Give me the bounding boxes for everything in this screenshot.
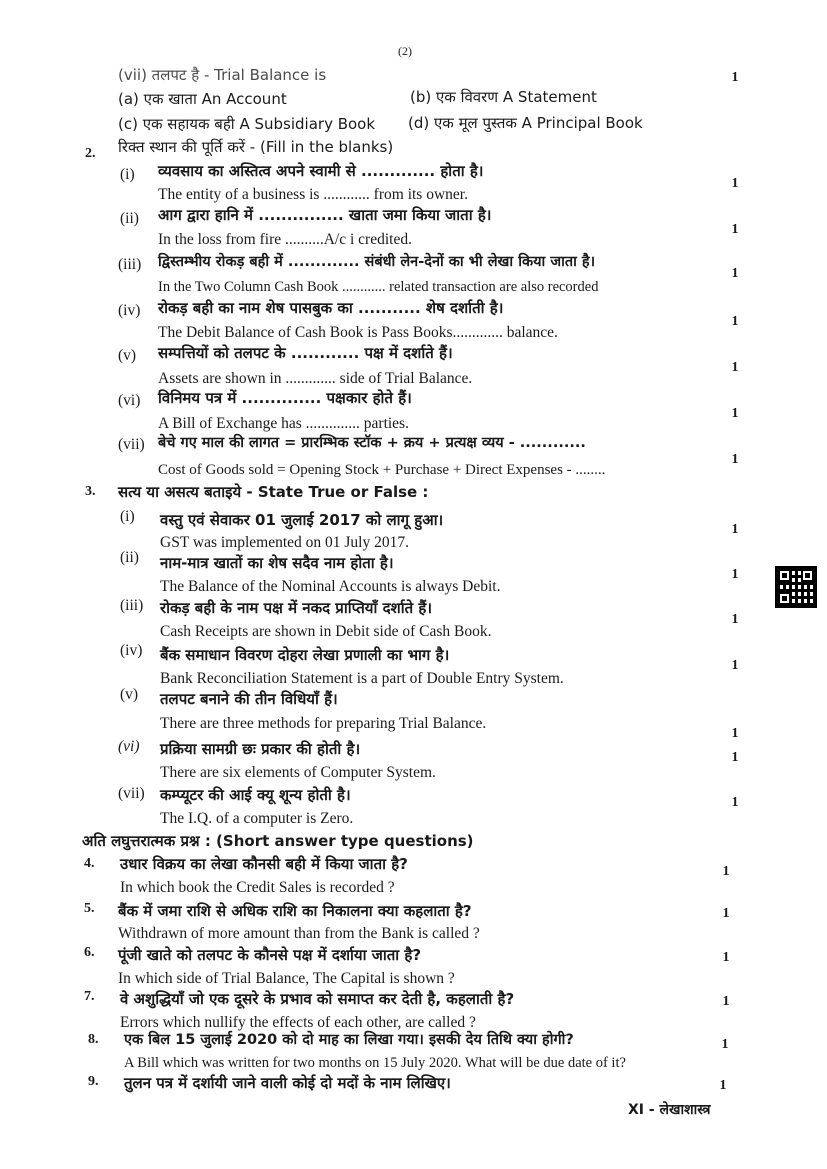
marks: 1: [719, 1078, 727, 1093]
footer-subject: XI - लेखाशास्त्र: [628, 1102, 711, 1118]
item-hindi: सम्पत्तियों को तलपट के ............ पक्ष में दर्शाते हैं।: [158, 344, 453, 362]
item-hindi: द्विस्तम्भीय रोकड़ बही में ............. संबंधी लेन-देनों का भी लेखा किया जाता है।: [158, 254, 596, 270]
item-index: (ii): [120, 210, 139, 227]
question-hindi: बैंक में जमा राशि से अधिक राशि का निकालना क्या कहलाता है?: [118, 902, 472, 920]
item-english: There are three methods for preparing Trial Balance.: [160, 715, 487, 732]
marks: 1: [731, 406, 739, 421]
item-english: Cost of Goods sold = Opening Stock + Purchase + Direct Expenses - ........: [158, 462, 606, 478]
item-index: (i): [120, 166, 135, 183]
item-english: The Debit Balance of Cash Book is Pass Books............. balance.: [158, 324, 558, 341]
question-english: In which side of Trial Balance, The Capital is shown ?: [118, 970, 455, 987]
question-number: 8.: [88, 1032, 99, 1047]
question-number: 4.: [84, 856, 95, 871]
item-english: The I.Q. of a computer is Zero.: [160, 810, 354, 827]
question-number: 7.: [84, 989, 95, 1004]
marks: 1: [722, 950, 730, 965]
question-number: 9.: [88, 1074, 99, 1089]
item-english: There are six elements of Computer System.: [160, 764, 436, 781]
q1-option-a: (a) एक खाता An Account: [118, 90, 287, 108]
q2-heading: रिक्त स्थान की पूर्ति करें - (Fill in the blanks): [118, 138, 394, 156]
q2-number: 2.: [85, 146, 96, 161]
item-english: GST was implemented on 01 July 2017.: [160, 534, 409, 551]
marks: 1: [731, 266, 739, 281]
item-index: (iii): [120, 597, 144, 614]
q1-vii-stem: (vii) तलपट है - Trial Balance is: [118, 66, 327, 84]
marks: 1: [731, 795, 739, 810]
question-hindi: पूंजी खाते को तलपट के कौनसे पक्ष में दर्शाया जाता है?: [118, 946, 422, 964]
item-hindi: वस्तु एवं सेवाकर 01 जुलाई 2017 को लागू हुआ।: [160, 511, 444, 529]
marks: 1: [731, 360, 739, 375]
item-index: (iii): [118, 256, 142, 273]
item-index: (vi): [118, 738, 140, 755]
marks: 1: [731, 314, 739, 329]
marks: 1: [722, 994, 730, 1009]
item-hindi: तलपट बनाने की तीन विधियाँ हैं।: [160, 690, 338, 708]
q1-option-c: (c) एक सहायक बही A Subsidiary Book: [118, 115, 376, 133]
item-english: Bank Reconciliation Statement is a part of Double Entry System.: [160, 670, 564, 687]
item-index: (iv): [118, 302, 141, 319]
item-english: The entity of a business is ............ from its owner.: [158, 186, 468, 203]
question-english: Errors which nullify the effects of each other, are called ?: [120, 1014, 476, 1031]
item-index: (v): [118, 347, 137, 364]
qr-code-icon: [775, 566, 817, 608]
item-hindi: प्रक्रिया सामग्री छः प्रकार की होती है।: [160, 740, 361, 758]
item-english: In the loss from fire ..........A/c i credited.: [158, 231, 412, 248]
item-english: The Balance of the Nominal Accounts is always Debit.: [160, 578, 501, 595]
item-hindi: रोकड़ बही के नाम पक्ष में नकद प्राप्तियाँ दर्शाते हैं।: [160, 599, 433, 617]
item-hindi: व्यवसाय का अस्तित्व अपने स्वामी से ............. होता है।: [158, 162, 484, 180]
q3-number: 3.: [85, 484, 96, 499]
question-hindi: वे अशुद्धियाँ जो एक दूसरे के प्रभाव को समाप्त कर देती है, कहलाती है?: [120, 990, 515, 1008]
item-hindi: कम्प्यूटर की आई क्यू शून्य होती है।: [160, 786, 351, 804]
item-index: (vi): [118, 392, 141, 409]
marks: 1: [731, 522, 739, 537]
marks: 1: [731, 176, 739, 191]
q3-heading: सत्य या असत्य बताइये - State True or False :: [118, 483, 429, 501]
item-hindi: बैंक समाधान विवरण दोहरा लेखा प्रणाली का भाग है।: [160, 646, 450, 664]
item-hindi: बेचे गए माल की लागत = प्रारम्भिक स्टॉक + क्रय + प्रत्यक्ष व्यय - ............: [158, 435, 586, 451]
marks: 1: [731, 452, 739, 467]
marks: 1: [731, 612, 739, 627]
item-english: A Bill of Exchange has .............. parties.: [158, 415, 409, 432]
item-index: (vii): [118, 436, 145, 453]
question-hindi: एक बिल 15 जुलाई 2020 को दो माह का लिखा गया। इसकी देय तिथि क्या होगी?: [124, 1032, 574, 1048]
marks: 1: [731, 70, 739, 85]
item-english: Cash Receipts are shown in Debit side of Cash Book.: [160, 623, 492, 640]
q1-option-b: (b) एक विवरण A Statement: [410, 88, 597, 106]
item-hindi: नाम-मात्र खातों का शेष सदैव नाम होता है।: [160, 554, 394, 572]
marks: 1: [731, 222, 739, 237]
marks: 1: [722, 864, 730, 879]
marks: 1: [722, 906, 730, 921]
item-english: Assets are shown in ............. side of Trial Balance.: [158, 370, 473, 387]
marks: 1: [721, 1037, 729, 1052]
question-english: A Bill which was written for two months on 15 July 2020. What will be due date of it?: [124, 1055, 626, 1071]
item-hindi: रोकड़ बही का नाम शेष पासबुक का ........... शेष दर्शाती है।: [158, 299, 504, 317]
question-number: 6.: [84, 945, 95, 960]
question-hindi: तुलन पत्र में दर्शायी जाने वाली कोई दो मदों के नाम लिखिए।: [124, 1074, 451, 1092]
item-hindi: आग द्वारा हानि में ............... खाता जमा किया जाता है।: [158, 206, 492, 224]
short-answer-heading: अति लघुत्तरात्मक प्रश्न : (Short answer type questions): [82, 832, 474, 850]
item-index: (iv): [120, 642, 143, 659]
item-index: (ii): [120, 549, 139, 566]
marks: 1: [731, 658, 739, 673]
marks: 1: [731, 567, 739, 582]
marks: 1: [731, 750, 739, 765]
item-index: (vii): [118, 785, 145, 802]
q1-option-d: (d) एक मूल पुस्तक A Principal Book: [408, 114, 643, 132]
item-english: In the Two Column Cash Book ............ related transaction are also recorded: [158, 279, 599, 295]
marks: 1: [731, 726, 739, 741]
question-number: 5.: [84, 901, 95, 916]
page-number: (2): [398, 44, 412, 58]
item-index: (i): [120, 508, 135, 525]
question-english: Withdrawn of more amount than from the Bank is called ?: [118, 925, 480, 942]
question-hindi: उधार विक्रय का लेखा कौनसी बही में किया जाता है?: [120, 855, 408, 873]
question-english: In which book the Credit Sales is recorded ?: [120, 879, 395, 896]
item-index: (v): [120, 686, 139, 703]
item-hindi: विनिमय पत्र में .............. पक्षकार होते हैं।: [158, 389, 412, 407]
